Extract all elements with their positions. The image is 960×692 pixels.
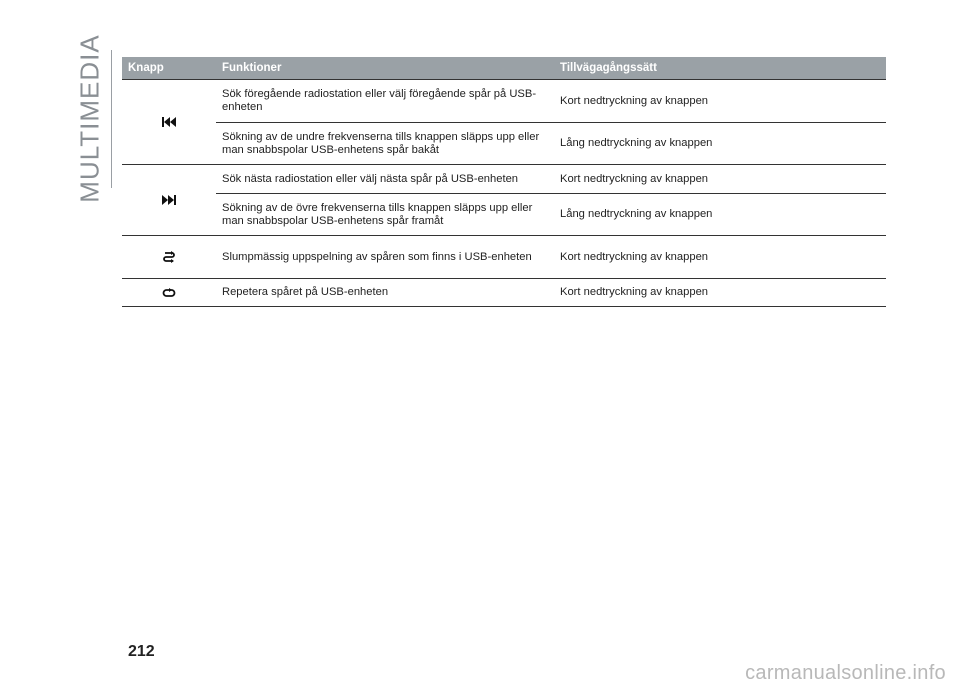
function-text: Sök nästa radiostation eller välj nästa spår på USB-enheten	[222, 172, 519, 185]
method-text: Lång nedtryckning av knappen	[560, 137, 713, 149]
table-row	[216, 279, 886, 306]
table-group-next	[122, 165, 886, 236]
table-group-previous	[122, 80, 886, 165]
button-function-table	[122, 57, 886, 307]
method-text: Kort nedtryckning av knappen	[560, 94, 709, 107]
table-group-shuffle	[122, 236, 886, 279]
table-row	[216, 80, 886, 122]
method-text: Lång nedtryckning av knappen	[560, 208, 713, 220]
watermark: carmanualsonline.info	[745, 662, 946, 684]
table-row	[216, 122, 886, 164]
previous-track-icon	[162, 117, 176, 127]
function-text: Repetera spåret på USB-enheten	[222, 286, 389, 298]
repeat-icon	[162, 288, 176, 298]
function-text: Sökning av de övre frekvenserna tills knappen släpps upp eller man snabbspolar USB-enhetens spår framåt	[222, 201, 533, 227]
table-row	[216, 193, 886, 235]
table-header	[122, 57, 886, 80]
method-text: Kort nedtryckning av knappen	[560, 172, 709, 185]
header-button: Knapp	[128, 62, 164, 74]
method-text: Kort nedtryckning av knappen	[560, 286, 709, 298]
function-text: Sök föregående radiostation eller välj föregående spår på USB-enheten	[222, 88, 537, 113]
page-number: 212	[128, 643, 155, 660]
section-title: MULTIMEDIA	[74, 33, 105, 203]
shuffle-icon	[163, 251, 175, 263]
header-functions: Funktioner	[222, 62, 282, 74]
section-divider	[111, 50, 112, 188]
table-group-repeat	[122, 279, 886, 307]
table-row	[216, 236, 886, 278]
function-text: Sökning av de undre frekvenserna tills knappen släpps upp eller man snabbspolar USB-enhetens spår bakåt	[222, 130, 540, 156]
method-text: Kort nedtryckning av knappen	[560, 250, 709, 263]
header-method: Tillvägagångssätt	[560, 62, 657, 74]
function-text: Slumpmässig uppspelning av spåren som finns i USB-enheten	[222, 250, 532, 263]
table-row	[216, 165, 886, 193]
next-track-icon	[162, 195, 176, 205]
